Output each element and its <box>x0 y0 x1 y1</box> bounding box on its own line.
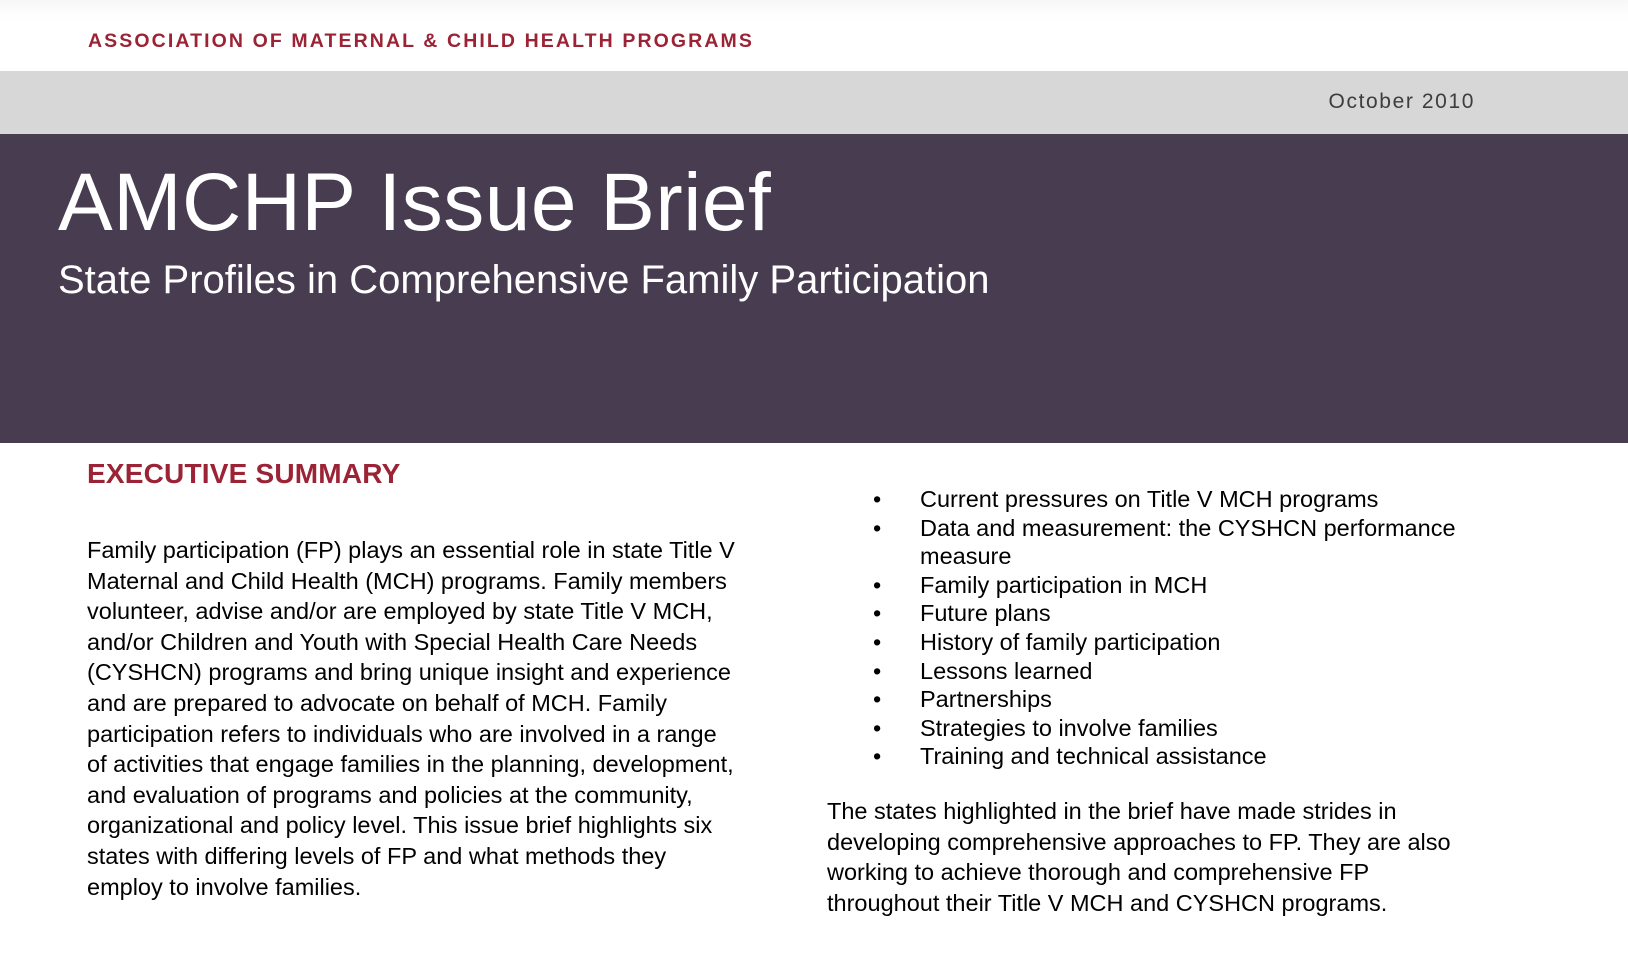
title-banner <box>0 134 1628 443</box>
bullet-icon: • <box>873 486 882 512</box>
list-item <box>827 485 1487 514</box>
list-item <box>827 514 1487 571</box>
list-item <box>827 714 1487 743</box>
document-body <box>0 443 1628 954</box>
bullet-icon: • <box>873 514 882 541</box>
publication-date: October 2010 <box>1328 90 1475 113</box>
bullet-icon: • <box>873 600 882 627</box>
bullet-icon: • <box>873 571 882 598</box>
masthead <box>0 0 1628 71</box>
bullet-icon: • <box>873 628 882 655</box>
left-column <box>87 443 747 902</box>
list-item <box>827 599 1487 628</box>
executive-summary-paragraph: Family participation (FP) plays an essential role in state Title V Maternal and Child Health (MCH) programs. Family members volunteer, advise and/or are employed by state Title V MCH, and/or Children and Youth with Special Health Care Needs (CYSHCN) programs and bring unique insight and experience and are prepared to advocate on behalf of MCH. Family participation refers to individuals who are involved in a range of activities that engage families in the planning, development, and evaluation of programs and policies at the community, organizational and policy level. This issue brief highlights six states with differing levels of FP and what methods they employ to involve families. <box>87 537 735 900</box>
topics-list <box>827 443 1487 771</box>
bullet-icon: • <box>873 743 882 770</box>
list-item <box>827 657 1487 686</box>
list-item-label: Data and measurement: the CYSHCN performance measure <box>920 514 1456 570</box>
list-item-label: Partnerships <box>920 686 1052 713</box>
executive-summary-heading: EXECUTIVE SUMMARY <box>87 458 401 489</box>
organization-name: ASSOCIATION OF MATERNAL & CHILD HEALTH PROGRAMS <box>88 30 754 52</box>
list-item-label: History of family participation <box>920 628 1221 655</box>
list-item <box>827 685 1487 714</box>
bullet-icon: • <box>873 686 882 713</box>
list-item <box>827 628 1487 657</box>
list-item-label: Family participation in MCH <box>920 571 1208 598</box>
list-item-label: Lessons learned <box>920 657 1093 684</box>
list-item-label: Training and technical assistance <box>920 743 1267 770</box>
page-title: AMCHP Issue Brief <box>58 157 772 248</box>
right-column <box>827 443 1487 918</box>
list-item <box>827 742 1487 771</box>
list-item <box>827 571 1487 600</box>
bullet-icon: • <box>873 657 882 684</box>
list-item-label: Current pressures on Title V MCH programs <box>920 486 1379 512</box>
list-item-label: Strategies to involve families <box>920 714 1218 741</box>
page-subtitle: State Profiles in Comprehensive Family Participation <box>58 258 990 302</box>
states-overview-paragraph: The states highlighted in the brief have made strides in developing comprehensive approaches to FP. They are also working to achieve thorough and comprehensive FP throughout their Title V MCH and CYSHCN programs. <box>827 797 1451 916</box>
bullet-icon: • <box>873 714 882 741</box>
date-bar <box>0 71 1628 134</box>
list-item-label: Future plans <box>920 600 1051 627</box>
